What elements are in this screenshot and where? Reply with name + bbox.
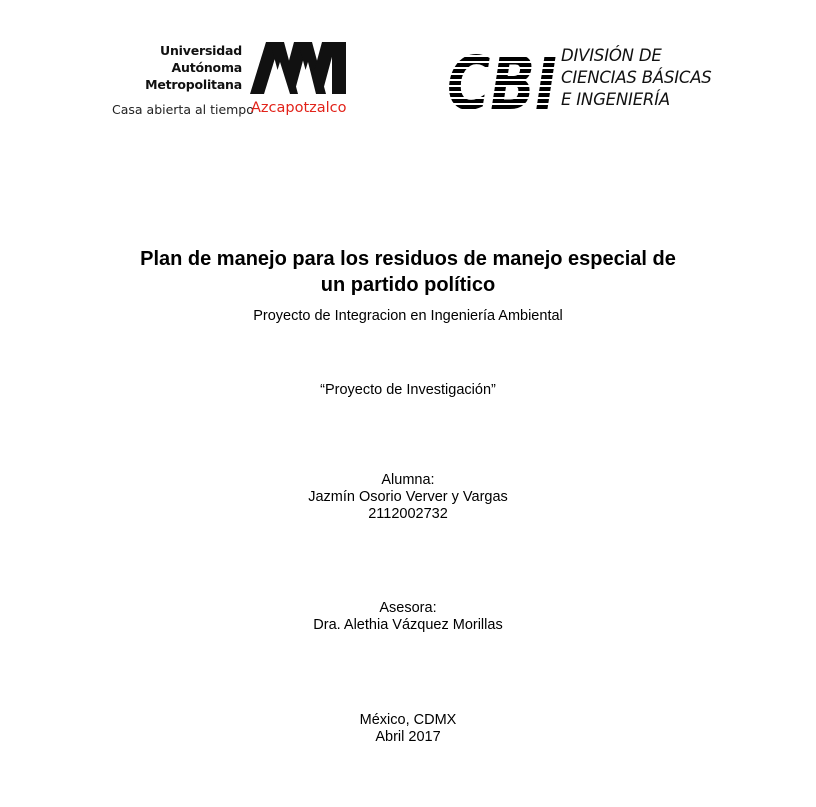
- document-title: [0, 246, 816, 298]
- uam-name-line-2: Autónoma: [171, 60, 242, 75]
- cbi-division-name: [561, 45, 712, 111]
- cbi-logo: [447, 45, 712, 120]
- student-name: Jazmín Osorio Verver y Vargas: [308, 489, 508, 505]
- title-line-2: un partido político: [320, 274, 496, 296]
- uam-tagline: Casa abierta al tiempo: [112, 102, 254, 117]
- advisor-name: Dra. Alethia Vázquez Morillas: [313, 617, 503, 633]
- cbi-line-2: CIENCIAS BÁSICAS: [561, 68, 712, 87]
- student-label: Alumna:: [381, 472, 435, 488]
- document-type: “Proyecto de Investigación”: [320, 382, 496, 398]
- document-subtitle: Proyecto de Integracion en Ingeniería Ambiental: [253, 308, 563, 324]
- uam-campus: Azcapotzalco: [251, 100, 347, 116]
- cbi-line-1: DIVISIÓN DE: [561, 46, 662, 65]
- uam-name: [145, 42, 242, 93]
- advisor-label: Asesora:: [379, 600, 437, 616]
- cbi-emblem-icon: [447, 45, 559, 113]
- student-id: 2112002732: [368, 506, 448, 522]
- place-date-block: [0, 712, 816, 746]
- place-city: México, CDMX: [359, 712, 457, 728]
- title-line-1: Plan de manejo para los residuos de manejo especial de: [140, 248, 676, 270]
- uam-emblem-icon: [250, 42, 346, 94]
- uam-logo: [112, 38, 352, 124]
- cbi-line-3: E INGENIERÍA: [561, 90, 670, 109]
- place-date: Abril 2017: [375, 729, 441, 745]
- advisor-block: [0, 600, 816, 634]
- student-block: [0, 472, 816, 523]
- uam-name-line-1: Universidad: [160, 43, 242, 58]
- uam-name-line-3: Metropolitana: [145, 77, 242, 92]
